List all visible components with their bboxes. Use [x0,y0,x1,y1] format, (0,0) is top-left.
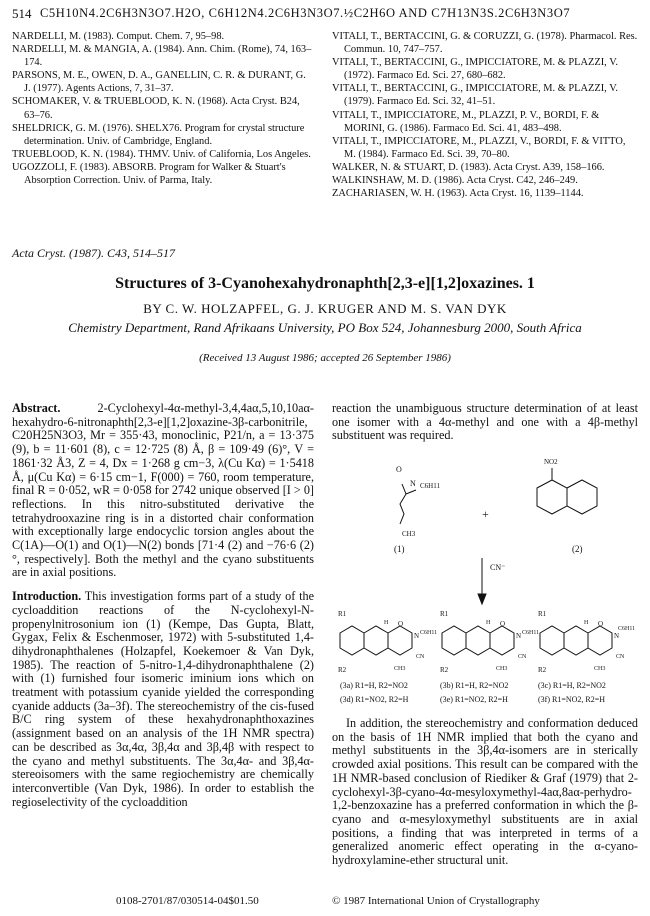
reference: PARSONS, M. E., OWEN, D. A., GANELLIN, C. R. & DURANT, G. J. (1977). Agents Actions, 7, 31–37. [12,70,306,95]
right-column-bottom: In addition, the stereochemistry and conformation deduced on the basis of 1H NMR implied that both the cyano and methyl substituents in the 3β,4α-isomers are in sterically crowded axial positions. This result can be compared with the 1H NMR-based conclusion of Riediker & Graf (1979) that 2-cyclohexyl-3β-cyano-4α-mesyloxymethyl-4aα,8aα-perhydro-1,2-benzoxazine has a preferred conformation in which the β-cyano and α-mesyloxymethyl substituents are in axial positions, a finding that was interpreted in terms of a generalized anomeric effect operating in the α-cyano-hydroxylamine-ether structural unit. [332,716,638,868]
references-left [12,30,312,187]
atom-n: N [414,632,420,640]
atom-h: H [584,620,589,626]
compound-2-label: (2) [572,544,583,554]
left-column [12,402,314,809]
r2-label: R2 [538,666,547,674]
caption-3c: (3c) R1=H, R2=NO2 [538,681,606,690]
substituent-c6h11: C6H11 [420,630,438,636]
affiliation: Chemistry Department, Rand Afrikaans University, PO Box 524, Johannesburg 2000, South Africa [68,320,582,335]
reference: VITALI, T., BERTACCINI, G., IMPICCIATORE, M. & PLAZZI, V. (1972). Farmaco Ed. Sci. 27, 680–682. [332,57,618,82]
atom-o: O [398,620,404,628]
article-title: Structures of 3-Cyanohexahydronaphth[2,3-e][1,2]oxazines. 1 [115,275,535,292]
atom-n: N [410,479,416,488]
atom-h: H [486,620,491,626]
atom-o: O [396,465,402,474]
reference: ZACHARIASEN, W. H. (1963). Acta Cryst. 16, 1139–1144. [332,188,584,200]
compound-1-structure [394,465,440,554]
substituent-ch3: CH3 [402,530,416,538]
compound-1-label: (1) [394,544,405,554]
substituent-c6h11: C6H11 [420,482,440,490]
product-3c-structure [538,610,635,674]
substituent-cn: CN [518,654,527,660]
r1-label: R1 [440,610,449,618]
plus-sign: + [482,507,489,521]
product-3b-structure [440,610,539,674]
authors: BY C. W. HOLZAPFEL, G. J. KRUGER AND M. S. VAN DYK [143,301,507,316]
substituent-ch3: CH3 [496,666,508,672]
substituent-no2: NO2 [544,458,558,466]
footer-copyright: © 1987 International Union of Crystallography [332,895,540,907]
reference: WALKER, N. & STUART, D. (1983). Acta Cryst. A39, 158–166. [332,161,605,173]
caption-3d: (3d) R1=NO2, R2=H [340,695,409,704]
reference: VITALI, T., IMPICCIATORE, M., PLAZZI, V., BORDI, F. & VITTO, M. (1984). Farmaco Ed. Sci. 39, 70–80. [332,135,626,160]
substituent-ch3: CH3 [394,666,406,672]
references-right [332,30,638,200]
r2-label: R2 [440,666,449,674]
substituent-cn: CN [616,654,625,660]
reagent-cyanide: CN⁻ [490,563,506,572]
atom-o: O [598,620,604,628]
reference: SCHOMAKER, V. & TRUEBLOOD, K. N. (1968). Acta Cryst. B24, 63–76. [12,96,300,121]
arrow-head [478,594,486,604]
reference: UGOZZOLI, F. (1983). ABSORB. Program for Walker & Stuart's Absorption Correction. Univ. of Parma, Italy. [12,161,286,187]
substituent-ch3: CH3 [594,666,606,672]
r1-label: R1 [538,610,547,618]
introduction-paragraph [12,590,314,809]
atom-n: N [614,632,620,640]
footer-code: 0108-2701/87/030514-04$01.50 [116,895,259,907]
atom-o: O [500,620,506,628]
r2-label: R2 [338,666,347,674]
reference: TRUEBLOOD, K. N. (1984). THMV. Univ. of California, Los Angeles. [12,148,311,160]
caption-3a: (3a) R1=H, R2=NO2 [340,681,408,690]
reaction-scheme [332,448,638,708]
journal-citation: Acta Cryst. (1987). C43, 514–517 [12,246,175,260]
reference: WALKINSHAW, M. D. (1986). Acta Cryst. C42, 246–249. [332,175,578,187]
running-title: C5H10N4.2C6H3N3O7.H2O, C6H12N4.2C6H3N3O7.½C2H6O AND C7H13N3S.2C6H3N3O7 [40,6,571,20]
right-column-top: reaction the unambiguous structure determination of at least one isomer with a 4α-methyl and one with a 4β-methyl substituent was required. [332,401,638,443]
reference: NARDELLI, M. (1983). Comput. Chem. 7, 95–98. [12,31,225,42]
introduction-body: This investigation forms part of a study of the cycloaddition reactions of the N-cyclohexyl-N-propenylnitrosonium ion (1) (Kempe, Das Gupta, Blatt, Gygax, Felix & Eschenmoser, 1972) with 5-substituted 1,4-dihydronaphthalenes (Holzapfel, Koekemoer & Van Dyk, 1985). The reaction of 5-nitro-1,4-dihydronaphthalene (2) with (1) furnished four isomeric iminium ions which on treatment with potassium cyanide yielded the corresponding cyanide adducts (3a–3f). The stereochemistry of the cis-fused B/C ring system of these hexahydronaphthoxazines (assignment based on an analysis of the 1H NMR spectra) can be described as 3α,4α, 3β,4α and 3β,4β with respect to the cyano and methyl substituents. The 3α,4α- and 3β,4α-stereoisomers with the same regiochemistry are chemically interconvertible (Van Dyk, 1986). In order to establish the regioselectivity of the cycloaddition [12,589,314,809]
substituent-c6h11: C6H11 [522,630,540,636]
caption-3f: (3f) R1=NO2, R2=H [538,695,606,704]
compound-2-structure [537,458,597,554]
caption-3e: (3e) R1=NO2, R2=H [440,695,508,704]
received-date: (Received 13 August 1986; accepted 26 September 1986) [199,352,451,364]
reference: VITALI, T., BERTACCINI, G., IMPICCIATORE, M. & PLAZZI, V. (1979). Farmaco Ed. Sci. 32, 41–51. [332,83,618,108]
abstract-heading: Abstract. [12,401,61,415]
atom-h: H [384,620,389,626]
page-number: 514 [12,6,32,21]
r1-label: R1 [338,610,347,618]
product-3a-structure [338,610,437,674]
substituent-cn: CN [416,654,425,660]
reference: VITALI, T., BERTACCINI, G. & CORUZZI, G. (1978). Pharmacol. Res. Commun. 10, 747–757. [332,31,638,56]
caption-3b: (3b) R1=H, R2=NO2 [440,681,509,690]
substituent-c6h11: C6H11 [618,626,636,632]
reference: NARDELLI, M. & MANGIA, A. (1984). Ann. Chim. (Rome), 74, 163–174. [12,44,312,69]
introduction-heading: Introduction. [12,589,82,604]
atom-n: N [516,632,522,640]
abstract-body: 2-Cyclohexyl-4α-methyl-3,4,4aα,5,10,10aα-hexahydro-6-nitronaphth[2,3-e][1,2]oxazine-3β-carbonitrile, C20H25N3O3, Mr = 355·43, monoclinic, P21/n, a = 13·375 (9), b = 11·601 (8), c = 12·725 (8) Å, β = 109·49 (6)°, V = 1861·32 Å3, Z = 4, Dx = 1·268 g cm−3, λ(Cu Kα) = 1·5418 Å, μ(Cu Kα) = 6·15 cm−1, F(000) = 760, room temperature, final R = 0·052, wR = 0·058 for 2742 unique observed [I > 0] reflections. In this nitro-substituted derivative the tetrahydrooxazine ring is in a distorted chair conformation with exceptionally large endocyclic torsion angles about the C(1A)—O(1) and O(1)—N(2) bonds [71·4 (2) and −76·6 (2)°, respectively]. Both the methyl and the cyano substituents are in axial positions. [12,401,314,580]
reference: SHELDRICK, G. M. (1976). SHELX76. Program for crystal structure determination. Univ. of Cambridge, England. [12,122,305,147]
abstract-paragraph [12,402,314,580]
reference: VITALI, T., IMPICCIATORE, M., PLAZZI, P. V., BORDI, F. & MORINI, G. (1986). Farmaco Ed. Sci. 41, 483–498. [332,109,600,134]
